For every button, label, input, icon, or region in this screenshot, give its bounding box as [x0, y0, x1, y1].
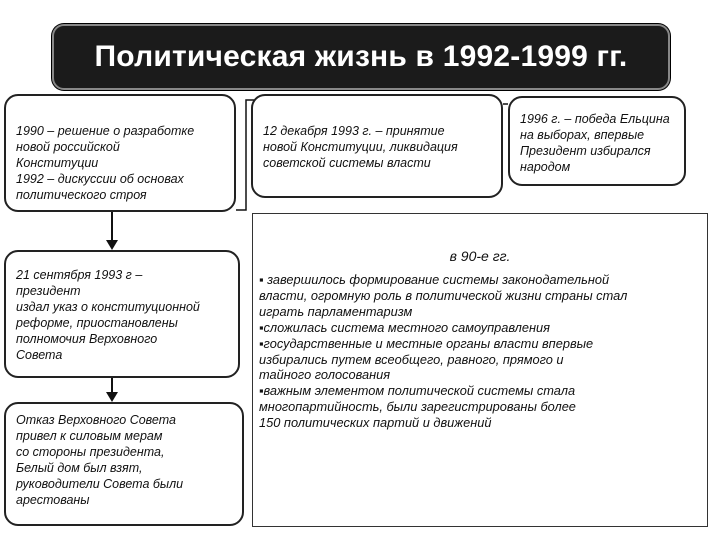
nineties-line: играть парламентаризм [259, 303, 413, 319]
event-box-white-house [4, 402, 244, 526]
event-text-dec-1993: 12 декабря 1993 г. – принятие новой Конституции, ликвидация советской системы власти [263, 124, 458, 170]
nineties-line: ▪ завершилось формирование системы законодательной [259, 272, 610, 287]
arrow-b1-b4-head [106, 240, 118, 250]
event-box-1990-1992 [4, 94, 236, 212]
event-box-dec-1993 [251, 94, 503, 198]
nineties-summary-box [252, 213, 708, 527]
nineties-line: многопартийность, были зарегистрированы более [259, 399, 576, 415]
nineties-line: ▪сложилась система местного самоуправления [259, 319, 550, 335]
event-text-sep-1993: 21 сентября 1993 г – президент издал указ о конституционной реформе, приостановлены полномочия Верховного Совета [16, 268, 200, 362]
nineties-bullets [259, 272, 705, 431]
event-text-1996: 1996 г. – победа Ельцина на выборах, впервые Президент избирался народом [520, 112, 670, 174]
nineties-line: избирались путем всеобщего, равного, прямого и [259, 351, 564, 367]
nineties-line: ▪государственные и местные органы власти впервые [259, 335, 594, 351]
event-box-1996 [508, 96, 686, 186]
nineties-heading: в 90-е гг. [449, 248, 511, 264]
nineties-line: тайного голосования [259, 367, 391, 383]
arrow-b4-b5-head [106, 392, 118, 402]
nineties-line: власти, огромную роль в политической жизни страны стал [259, 287, 628, 303]
event-text-1990-1992: 1990 – решение о разработке новой российской Конституции 1992 – дискуссии об основах политического строя [16, 124, 195, 202]
event-text-white-house: Отказ Верховного Совета привел к силовым мерам со стороны президента, Белый дом был взят, руководители Совета были арестованы [16, 413, 184, 507]
nineties-line: 150 политических партий и движений [259, 415, 492, 431]
title-banner [52, 24, 670, 90]
page-title: Политическая жизнь в 1992-1999 гг. [94, 40, 628, 73]
nineties-line: ▪важным элементом политической системы стала [259, 383, 576, 399]
event-box-sep-1993 [4, 250, 240, 378]
